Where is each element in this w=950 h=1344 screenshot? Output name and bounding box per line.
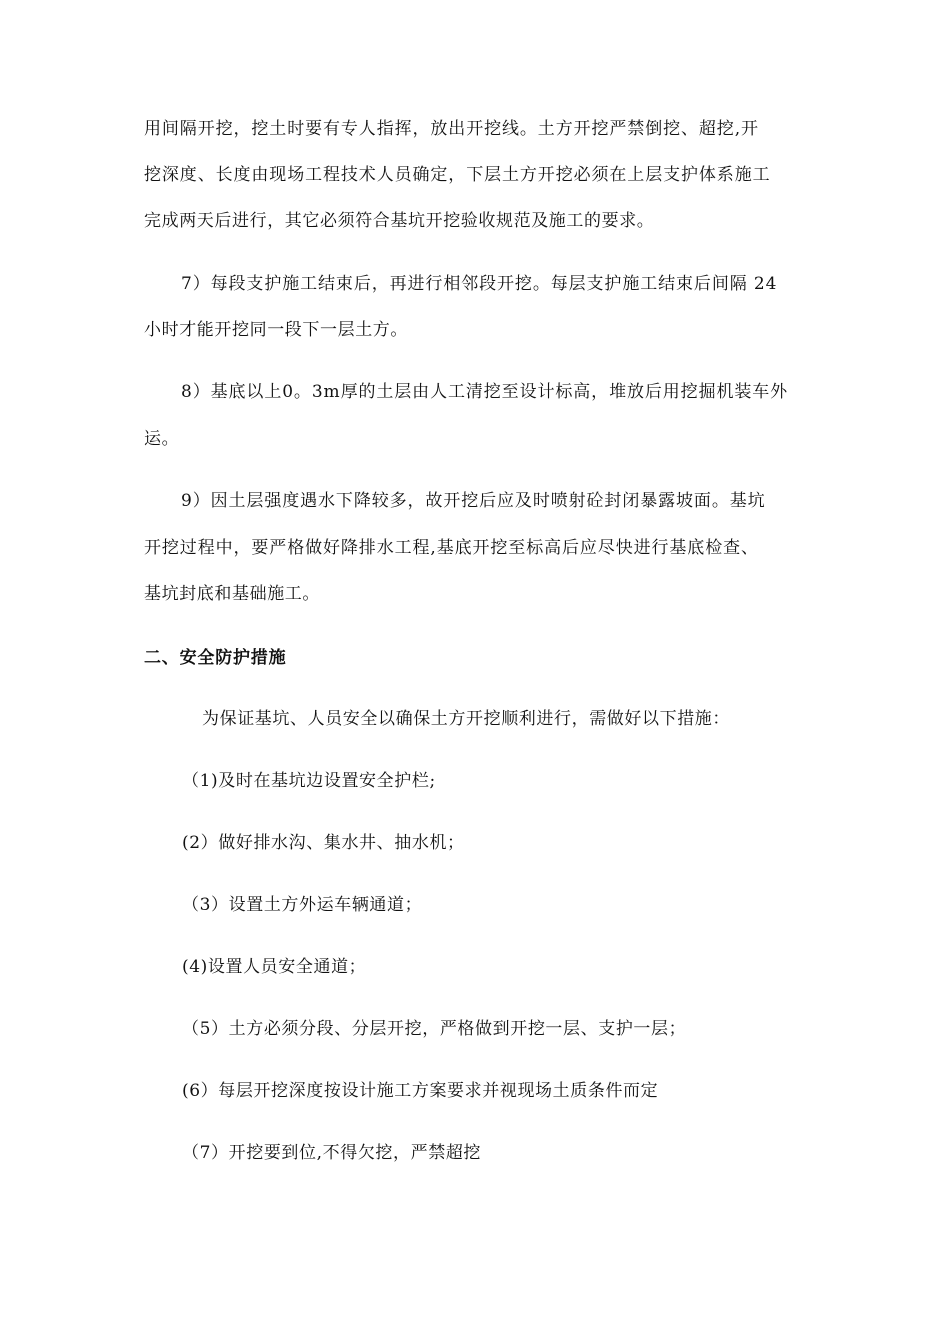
item-9-line-2: 开挖过程中，要严格做好降排水工程,基底开挖至标高后应尽快进行基底检查、 [144, 538, 759, 558]
paragraph-6-line-1: 用间隔开挖，挖土时要有专人指挥，放出开挖线。土方开挖严禁倒挖、超挖,开 [144, 119, 759, 139]
measure-5: （5）土方必须分段、分层开挖，严格做到开挖一层、支护一层； [182, 1019, 687, 1039]
measure-4: (4)设置人员安全通道； [182, 957, 367, 977]
item-8-line-2: 运。 [144, 429, 180, 449]
item-9-line-3: 基坑封底和基础施工。 [144, 584, 320, 604]
paragraph-6-line-2: 挖深度、长度由现场工程技术人员确定，下层土方开挖必须在上层支护体系施工 [144, 165, 771, 185]
item-7-line-1: 7）每段支护施工结束后，再进行相邻段开挖。每层支护施工结束后间隔 24 [181, 274, 778, 294]
measure-2: (2）做好排水沟、集水井、抽水机； [182, 833, 465, 853]
item-7-line-2: 小时才能开挖同一段下一层土方。 [144, 320, 408, 340]
intro-paragraph: 为保证基坑、人员安全以确保土方开挖顺利进行，需做好以下措施： [202, 709, 730, 729]
measure-3: （3）设置土方外运车辆通道； [182, 895, 423, 915]
section-heading: 二、安全防护措施 [144, 648, 287, 668]
item-9-line-1: 9）因土层强度遇水下降较多，故开挖后应及时喷射砼封闭暴露坡面。基坑 [181, 491, 766, 511]
paragraph-6-line-3: 完成两天后进行，其它必须符合基坑开挖验收规范及施工的要求。 [144, 211, 655, 231]
measure-1: （1)及时在基坑边设置安全护栏; [182, 771, 436, 791]
item-8-line-1: 8）基底以上0。3m厚的土层由人工清挖至设计标高，堆放后用挖掘机装车外 [181, 382, 789, 402]
measure-6: (6）每层开挖深度按设计施工方案要求并视现场土质条件而定 [182, 1081, 659, 1101]
measure-7: （7）开挖要到位,不得欠挖，严禁超挖 [182, 1143, 482, 1163]
